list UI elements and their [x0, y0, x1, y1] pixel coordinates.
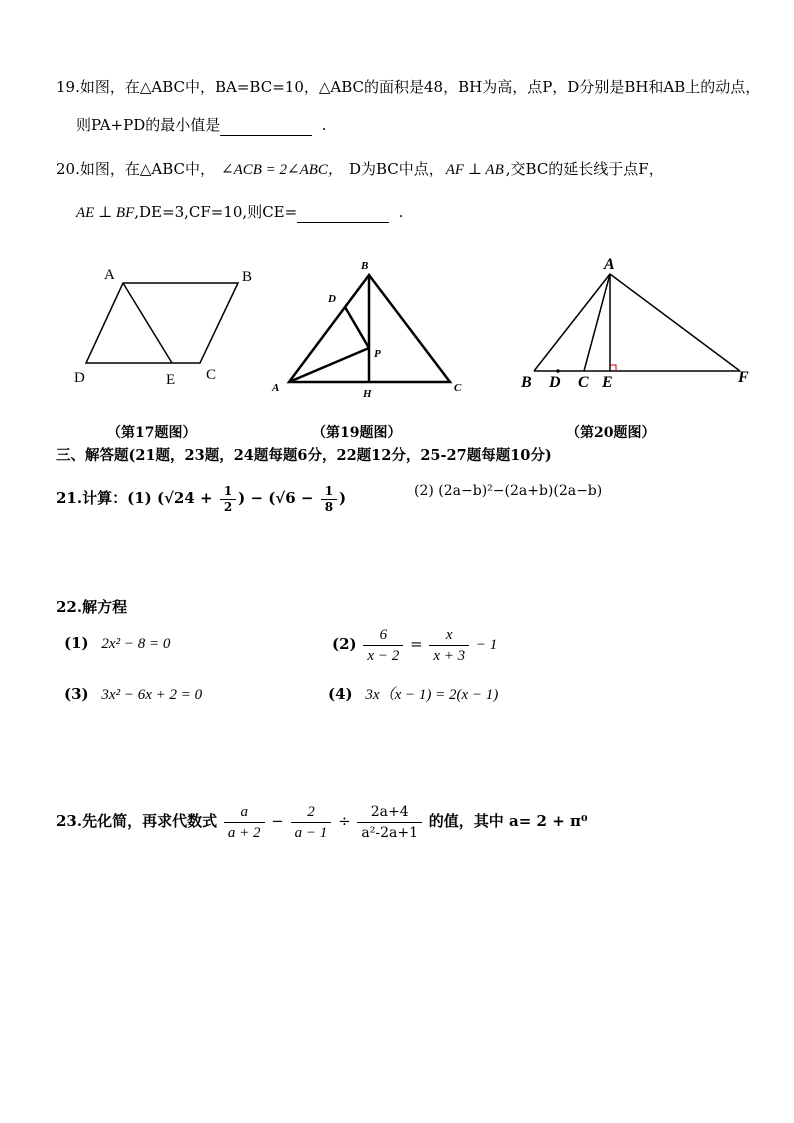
- q23-minus: −: [271, 812, 284, 830]
- q20-answer-blank[interactable]: [297, 202, 389, 223]
- q22-p2-frac1-num: 6: [363, 625, 403, 646]
- q20-perp-ae-bf: AE ⊥ BF: [76, 205, 135, 221]
- fig20-label-e: E: [602, 374, 613, 391]
- q22-part2: [332, 622, 497, 666]
- q21-frac1-num: 1: [220, 484, 236, 500]
- q23-frac2: [291, 802, 332, 843]
- fig17-label-a: A: [104, 267, 115, 283]
- q21-frac-eighth: [321, 484, 337, 515]
- figure-20-triangle: [512, 252, 762, 397]
- segment-pd: [345, 307, 369, 348]
- fig19-label-p: P: [374, 348, 381, 360]
- section-3-heading: 三、解答题(21题，23题，24题每题6分，22题12分，25-27题每题10分): [56, 447, 552, 464]
- q21-part1-c: ): [339, 489, 347, 507]
- q23-frac2-den: a − 1: [294, 824, 328, 841]
- q23-frac1-den: a + 2: [227, 824, 261, 841]
- fig19-label-b: B: [361, 260, 369, 272]
- q23-frac2-num: 2: [291, 802, 332, 823]
- q19-answer-blank[interactable]: [220, 115, 312, 136]
- q22-p2-frac2-den: x + 3: [433, 647, 466, 664]
- figure-17-parallelogram: [60, 258, 270, 393]
- q21-frac1-den: 2: [223, 499, 233, 514]
- q20-perp-af-ab: AF ⊥ AB: [445, 162, 504, 178]
- q23-divide: ÷: [338, 812, 351, 830]
- q23-line: [56, 797, 588, 845]
- segment-ab: [534, 274, 610, 371]
- fig17-label-e: E: [166, 372, 176, 388]
- q19-period: .: [321, 116, 327, 134]
- q22-part1: [64, 633, 170, 654]
- q22-p2-frac2-num: x: [429, 625, 469, 646]
- q19-line2-text: 则PA+PD的最小值是: [76, 116, 221, 134]
- fig20-label-d: D: [549, 374, 561, 391]
- fig19-label-c: C: [454, 382, 462, 394]
- q22-p2-frac1-den: x − 2: [367, 647, 400, 664]
- q23-frac3: [357, 802, 422, 843]
- q23-label: 23.先化简，再求代数式: [56, 812, 218, 830]
- fig19-label-a: A: [272, 382, 280, 394]
- q20-line1: [56, 159, 664, 180]
- parallelogram-abcd: [86, 283, 238, 363]
- q21-frac2-den: 8: [324, 499, 334, 514]
- q22-p3-equation: 3x² − 6x + 2 = 0: [101, 687, 203, 703]
- q22-p2-tail: − 1: [475, 637, 498, 653]
- fig19-label-d: D: [328, 293, 336, 305]
- fig20-label-c: C: [578, 374, 589, 391]
- q21-part1: [56, 478, 346, 518]
- q21-frac2-num: 1: [321, 484, 337, 500]
- segment-ae: [123, 283, 172, 363]
- fig20-label-f: F: [738, 369, 749, 386]
- q20-line2b: ,DE=3,CF=10,则CE=: [134, 203, 298, 221]
- q20-angle-condition: ∠ACB = 2∠ABC，: [221, 162, 343, 178]
- q22-p4-label: (4): [328, 685, 353, 703]
- q19-line2: [76, 115, 327, 136]
- fig20-caption: （第20题图）: [566, 425, 656, 441]
- fig17-caption: （第17题图）: [107, 425, 197, 441]
- q20-period: .: [398, 203, 404, 221]
- q21-label: 21.计算：(1): [56, 489, 152, 507]
- segment-af: [610, 274, 740, 371]
- q22-part4: [328, 684, 498, 705]
- q22-p2-frac1: [363, 625, 403, 666]
- q21-part1-a: (√24 +: [156, 489, 218, 507]
- q21-part2: (2) (2a−b)²−(2a+b)(2a−b): [414, 483, 603, 499]
- q23-frac3-num: 2a+4: [357, 802, 422, 823]
- point-d: [556, 369, 560, 373]
- q22-p2-label: (2): [332, 635, 357, 653]
- q23-frac3-den: a²-2a+1: [361, 824, 419, 841]
- q23-frac1-num: a: [224, 802, 265, 823]
- q23-frac1: [224, 802, 265, 843]
- fig20-label-a: A: [604, 256, 615, 273]
- q21-part1-b: ) − (√6 −: [238, 489, 319, 507]
- q22-p1-equation: 2x² − 8 = 0: [101, 636, 171, 652]
- q20-line2: [76, 202, 404, 223]
- q22-p3-label: (3): [64, 685, 89, 703]
- figure-19-triangle: [262, 252, 472, 402]
- fig19-label-h: H: [363, 388, 372, 400]
- q22-part3: [64, 684, 202, 705]
- q20-line1b: D为BC中点，: [348, 160, 444, 178]
- fig20-label-b: B: [521, 374, 532, 391]
- right-angle-mark-e: [610, 365, 616, 371]
- q21-frac-half: [220, 484, 236, 515]
- q22-p2-equals: =: [409, 635, 423, 653]
- q23-tail: 的值，其中 a= 2 + π⁰: [428, 812, 588, 830]
- fig17-label-b: B: [242, 269, 253, 285]
- fig17-label-c: C: [206, 367, 217, 383]
- segment-ac: [584, 274, 610, 371]
- q22-p4-equation: 3x（x − 1) = 2(x − 1): [365, 687, 499, 703]
- q20-line1a: 20.如图，在△ABC中，: [56, 160, 216, 178]
- q22-p1-label: (1): [64, 634, 89, 652]
- fig19-caption: （第19题图）: [312, 425, 402, 441]
- q22-title: 22.解方程: [56, 598, 128, 616]
- q22-p2-frac2: [429, 625, 469, 666]
- fig17-label-d: D: [74, 370, 85, 386]
- q19-line1: 19.如图，在△ABC中，BA=BC=10，△ABC的面积是48，BH为高，点P，D分别是BH和AB上的动点，: [56, 78, 761, 96]
- q20-line1c: ,交BC的延长线于点F，: [505, 160, 664, 178]
